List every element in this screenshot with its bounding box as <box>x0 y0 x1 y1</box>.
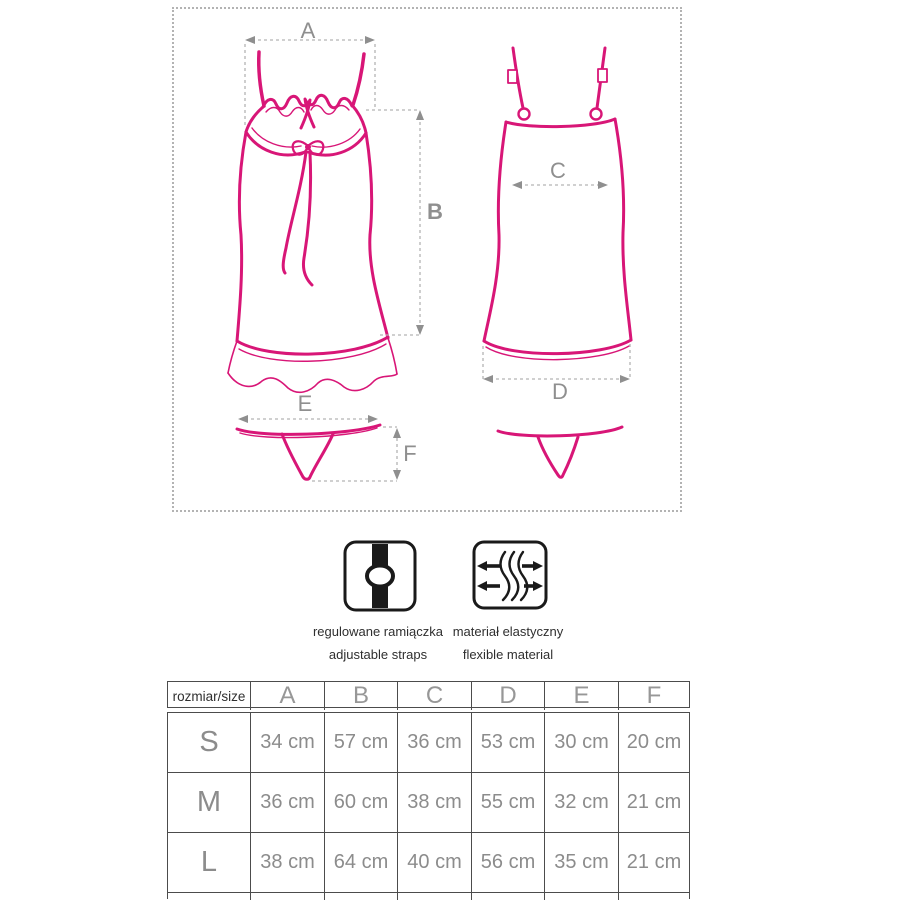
thong-back-view <box>498 427 622 477</box>
size-value-cell: 57 cm <box>324 713 397 773</box>
size-table-body <box>167 712 690 899</box>
adjustable-straps-icon <box>343 540 417 612</box>
size-value-cell: 32 cm <box>544 773 618 833</box>
table-cutoff-row <box>324 893 397 900</box>
size-row-label: S <box>168 713 250 773</box>
size-row-label: M <box>168 773 250 833</box>
dim-label-e: E <box>297 391 313 416</box>
size-value-cell: 60 cm <box>324 773 397 833</box>
chemise-back-view <box>484 48 631 360</box>
size-value-cell: 55 cm <box>471 773 544 833</box>
feature-caption-pl: materiał elastyczny <box>452 624 564 639</box>
size-value-cell: 20 cm <box>618 713 689 773</box>
size-col-header: C <box>397 682 471 710</box>
table-cutoff-row <box>397 893 471 900</box>
size-value-cell: 38 cm <box>250 833 324 893</box>
dim-label-b: B <box>427 199 443 224</box>
size-table-title: rozmiar/size <box>172 688 246 704</box>
dim-label-a: A <box>300 18 316 43</box>
size-col-header: D <box>471 682 544 710</box>
size-value-cell: 21 cm <box>618 773 689 833</box>
dim-label-f: F <box>403 441 417 466</box>
size-col-header: F <box>618 682 689 710</box>
size-value-cell: 34 cm <box>250 713 324 773</box>
size-value-cell: 56 cm <box>471 833 544 893</box>
size-value-cell: 36 cm <box>397 713 471 773</box>
dim-label-d: D <box>552 379 568 404</box>
size-col-header: B <box>324 682 397 710</box>
size-value-cell: 36 cm <box>250 773 324 833</box>
size-table-header <box>167 681 690 708</box>
table-cutoff-row <box>618 893 689 900</box>
table-cutoff-row <box>544 893 618 900</box>
thong-front-view <box>237 425 380 479</box>
feature-caption-pl: regulowane ramiączka <box>312 624 444 639</box>
table-cutoff-row <box>168 893 250 900</box>
size-value-cell: 38 cm <box>397 773 471 833</box>
chemise-front-view <box>228 52 397 392</box>
feature-caption-en: adjustable straps <box>328 647 428 662</box>
flexible-material-icon <box>472 540 548 610</box>
size-col-header: E <box>544 682 618 710</box>
size-row-label: L <box>168 833 250 893</box>
size-value-cell: 53 cm <box>471 713 544 773</box>
size-value-cell: 21 cm <box>618 833 689 893</box>
size-value-cell: 40 cm <box>397 833 471 893</box>
size-col-header: A <box>250 682 324 710</box>
size-value-cell: 64 cm <box>324 833 397 893</box>
size-value-cell: 30 cm <box>544 713 618 773</box>
feature-caption-en: flexible material <box>462 647 554 662</box>
size-value-cell: 35 cm <box>544 833 618 893</box>
dim-label-c: C <box>550 158 566 183</box>
table-cutoff-row <box>471 893 544 900</box>
table-cutoff-row <box>250 893 324 900</box>
